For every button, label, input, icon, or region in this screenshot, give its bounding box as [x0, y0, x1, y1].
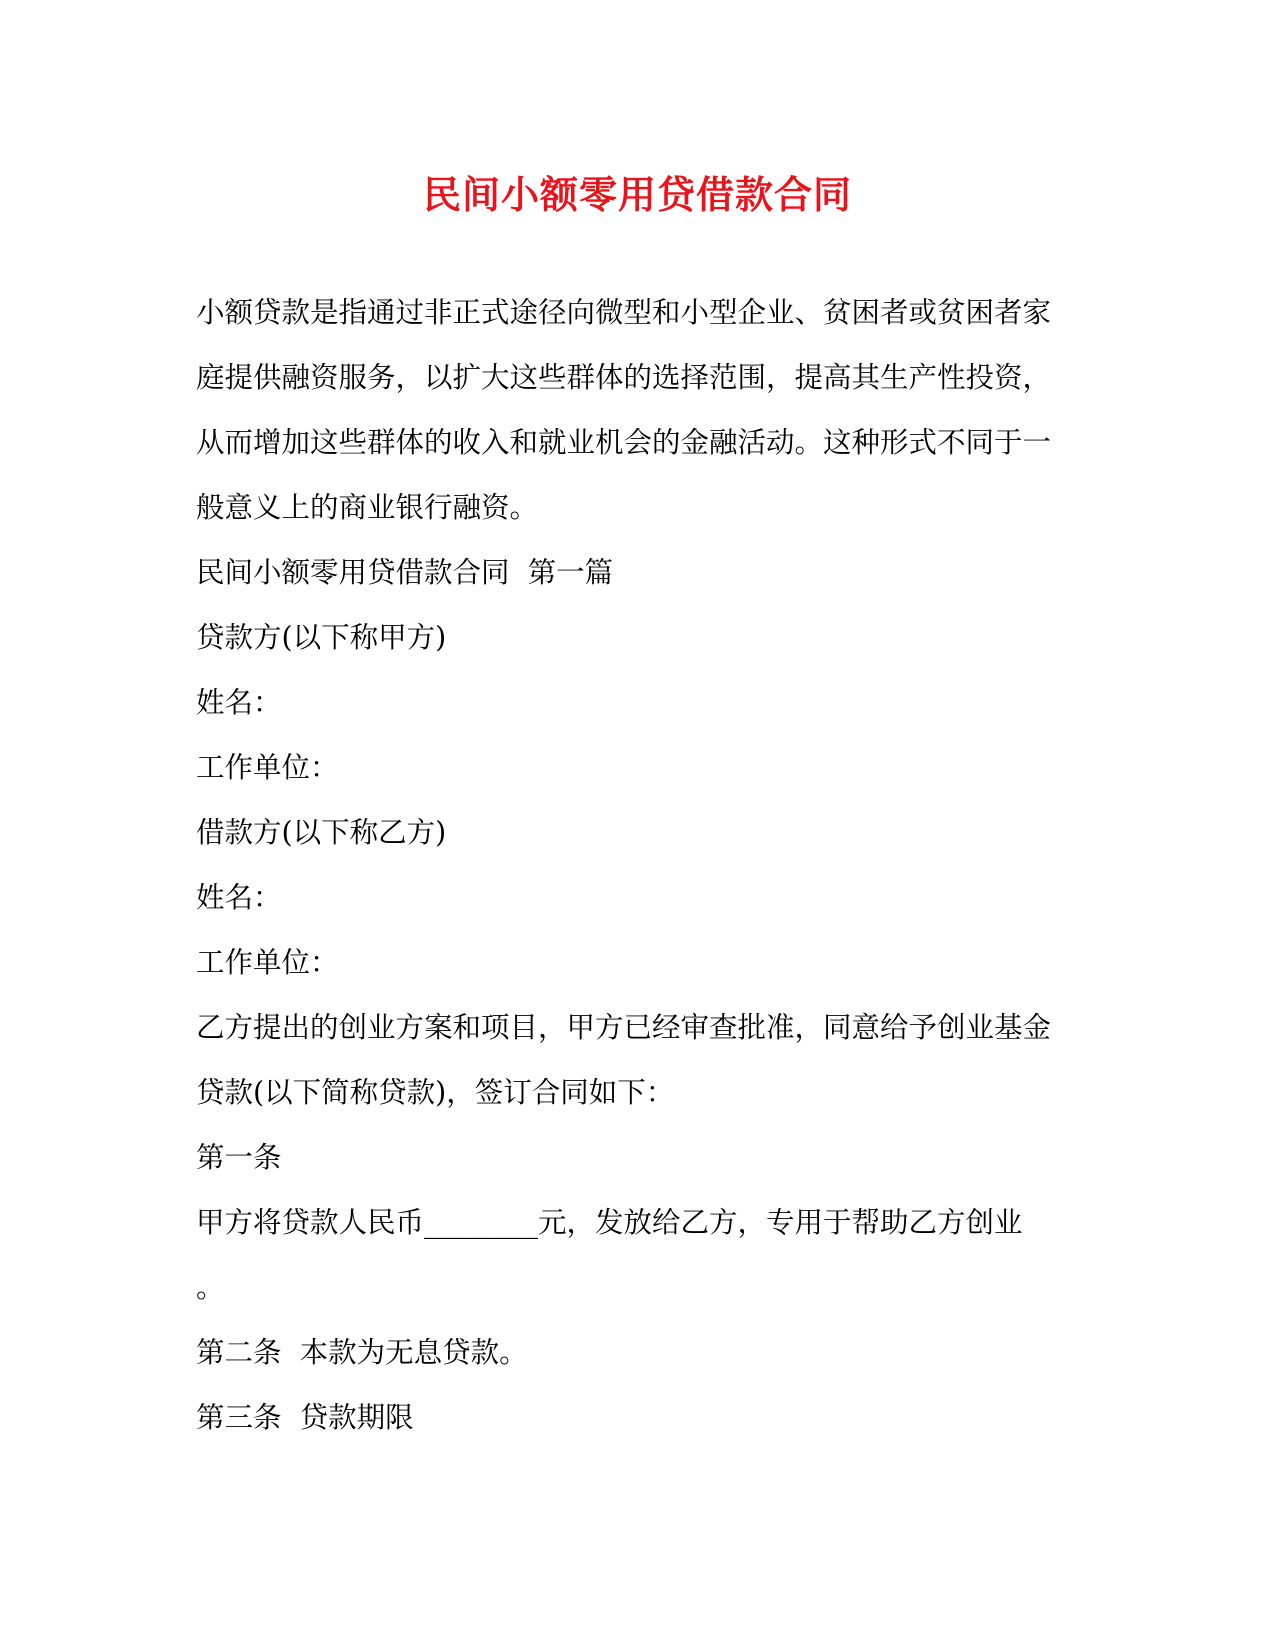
article-1-paragraph [196, 1190, 1076, 1320]
lender-label: 贷款方(以下称甲方) [196, 621, 447, 654]
intro-line: 般意义上的商业银行融资。 [196, 491, 539, 524]
intro-line: 庭提供融资服务，以扩大这些群体的选择范围，提高其生产性投资， [196, 361, 1052, 394]
intro-line: 从而增加这些群体的收入和就业机会的金融活动。这种形式不同于一 [196, 426, 1052, 459]
lender-name-label: 姓名： [196, 686, 282, 719]
borrower-employer-label: 工作单位： [196, 946, 339, 979]
document-body [196, 280, 1076, 1450]
lender-employer-label: 工作单位： [196, 751, 339, 784]
intro-paragraph [196, 280, 1076, 540]
article-1-heading: 第一条 [196, 1141, 282, 1174]
section-heading: 民间小额零用贷借款合同 第一篇 [196, 556, 614, 589]
intro-line: 小额贷款是指通过非正式途径向微型和小型企业、贫困者或贫困者家 [196, 296, 1052, 329]
borrower-name-label: 姓名： [196, 881, 282, 914]
agreement-paragraph [196, 995, 1076, 1125]
agreement-line: 乙方提出的创业方案和项目，甲方已经审查批准，同意给予创业基金 [196, 1011, 1052, 1044]
article-1-line: 。 [196, 1271, 225, 1304]
article-3: 第三条 贷款期限 [196, 1401, 414, 1434]
document-title: 民间小额零用贷借款合同 [422, 172, 852, 217]
article-1-line: 甲方将贷款人民币________元，发放给乙方，专用于帮助乙方创业 [196, 1206, 1023, 1239]
agreement-line: 贷款(以下简称贷款)，签订合同如下： [196, 1076, 675, 1109]
article-2: 第二条 本款为无息贷款。 [196, 1336, 528, 1369]
borrower-label: 借款方(以下称乙方) [196, 816, 447, 849]
